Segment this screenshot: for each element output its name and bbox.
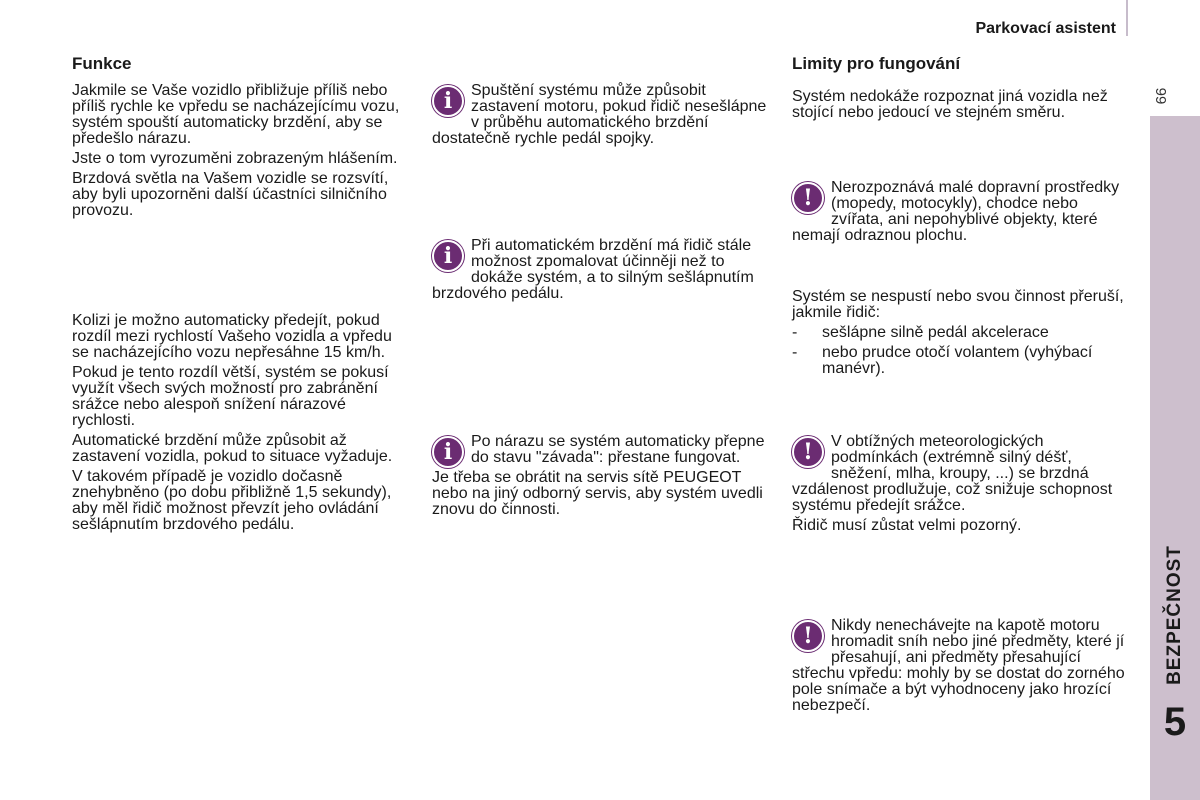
warning-notice [792, 180, 1127, 248]
function-heading: Funkce [72, 54, 132, 73]
chapter-tab [1150, 116, 1200, 800]
info-notice [432, 434, 772, 522]
paragraph: Brzdová světla na Vašem vozidle se rozsvítí, aby byli upozorněni další účastníci silničního provozu. [72, 170, 389, 219]
paragraph: Řidič musí zůstat velmi pozorný. [792, 517, 1022, 534]
warning-text: Nerozpoznává malé dopravní prostředky (mopedy, motocykly), chodce nebo zvířata, ani nepohyblivé objekty, které nemají odraznou plochu. [792, 179, 1120, 244]
warning-notice [792, 434, 1127, 538]
condition-list [792, 325, 1127, 377]
warning-text: Nikdy nenechávejte na kapotě motoru hromadit sníh nebo jiné předměty, které jí přesahují, ani předměty přesahující střechu vpředu: mohly by se dostat do zorného pole snímače a být vyhodnoceny jako hrozící nebezpečí. [792, 617, 1125, 714]
limits-section [792, 54, 1127, 74]
limits-intro [792, 89, 1127, 125]
function-intro [72, 83, 402, 223]
warning-icon: ! [792, 620, 824, 652]
warning-icon: ! [792, 436, 824, 468]
paragraph: Kolizi je možno automaticky předejít, pokud rozdíl mezi rychlostí Vašeho vozidla a vpředu se nacházejícího vozu nepřesáhne 15 km/h. [72, 312, 392, 361]
chapter-label: BEZPEČNOST [1164, 545, 1185, 685]
warning-notice [792, 618, 1127, 718]
paragraph: Systém nedokáže rozpoznat jiná vozidla než stojící nebo jedoucí ve stejném směru. [792, 88, 1108, 121]
info-icon: i [432, 85, 464, 117]
info-text: Při automatickém brzdění má řidič stále možnost zpomalovat účinněji než to dokáže systém, a to silným sešlápnutím brzdového pedálu. [432, 237, 754, 302]
info-text: Po nárazu se systém automaticky přepne do stavu "závada": přestane fungovat. [471, 433, 765, 466]
limits-heading: Limity pro fungování [792, 54, 961, 73]
info-notice [432, 83, 772, 151]
page-number: 99 [1152, 87, 1169, 105]
paragraph: Pokud je tento rozdíl větší, systém se pokusí využít všech svých možností pro zabránění srážce nebo alespoň snížení nárazové rychlosti. [72, 364, 389, 429]
paragraph: V takovém případě je vozidlo dočasně znehybněno (po dobu přibližně 1,5 sekundy), aby měl řidič možnost převzít jeho ovládání sešlápnutím brzdového pedálu. [72, 468, 392, 533]
chapter-label-box [1150, 540, 1200, 690]
header-divider [1126, 0, 1128, 36]
info-icon: i [432, 240, 464, 272]
paragraph: Jakmile se Vaše vozidlo přibližuje příliš nebo příliš rychle ke vpředu se nacházejícímu vozu, systém spouští automaticky brzdění, aby se předešlo nárazu. [72, 82, 400, 147]
paragraph: Automatické brzdění může způsobit až zastavení vozidla, pokud to situace vyžaduje. [72, 432, 393, 465]
function-section [72, 54, 402, 74]
warning-icon: ! [792, 182, 824, 214]
function-details [72, 313, 402, 537]
warning-text: V obtížných meteorologických podmínkách (extrémně silný déšť, sněžení, mlha, kroupy, ...) se brzdná vzdálenost prodlužuje, což snižuje schopnost systému předejít srážce. [792, 433, 1113, 514]
paragraph: Systém se nespustí nebo svou činnost přeruší, jakmile řidič: [792, 288, 1124, 321]
paragraph: Jste o tom vyrozuměni zobrazeným hlášením. [72, 150, 398, 167]
paragraph: Je třeba se obrátit na servis sítě PEUGEOT nebo na jiný odborný servis, aby systém uvedli znovu do činnosti. [432, 469, 763, 518]
list-item: - nebo prudce otočí volantem (vyhýbací manévr). [792, 345, 1127, 377]
info-notice [432, 238, 772, 306]
section-title: Parkovací asistent [975, 20, 1116, 37]
chapter-number: 5 [1163, 700, 1187, 744]
info-text: Spuštění systému může způsobit zastavení motoru, pokud řidič nesešlápne v průběhu automatického brzdění dostatečně rychle pedál spojky. [432, 82, 767, 147]
info-icon: i [432, 436, 464, 468]
deactivation-conditions [792, 289, 1127, 381]
list-item: - sešlápne silně pedál akcelerace [792, 325, 1127, 341]
